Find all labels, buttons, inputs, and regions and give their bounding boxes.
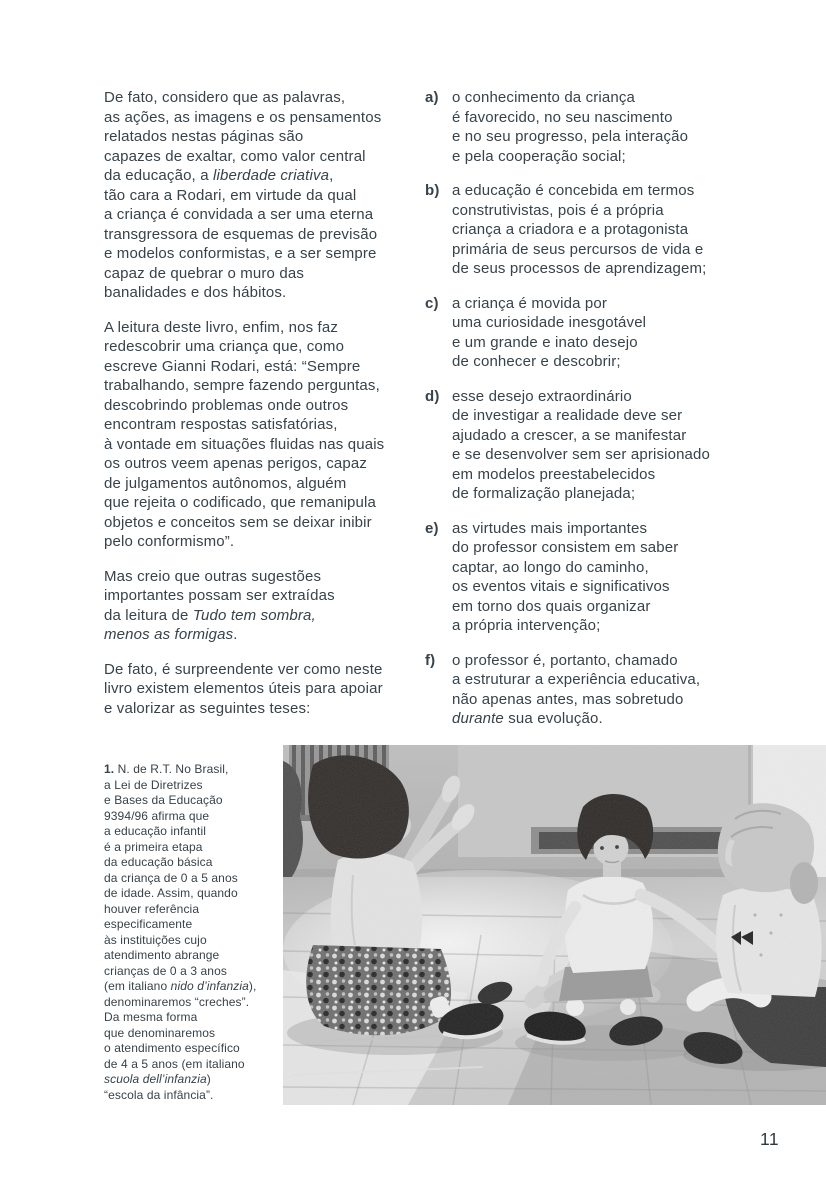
list-item-label: c) [425,294,439,312]
paragraph-2: A leitura deste livro, enfim, nos faz redescobrir uma criança que, como escreve Gianni Rodari, está: “Sempre trabalhando, sempre fazendo perguntas, descobrindo problemas onde outros encontram respostas satisfatórias, à vontade em situações fluidas nas quais os outros veem apenas perigos, capaz de julgamentos autônomos, alguém que rejeita o codificado, que remanipula objetos e conceitos sem se deixar inibir pelo conformismo”. [104,318,385,550]
page-number: 11 [760,1129,780,1149]
list-item-text: a criança é movida por uma curiosidade inesgotável e um grande e inato desejo de conhecer e descobrir; [452,294,647,370]
list-item-f [425,651,747,729]
list-item-b [425,181,747,279]
list-item-label: b) [425,182,440,199]
paragraph-4: De fato, é surpreendente ver como neste livro existem elementos úteis para apoiar e valorizar as seguintes teses: [104,660,383,717]
list-item-text: o professor é, portanto, chamado a estruturar a experiência educativa, não apenas antes, mas sobretudo durante sua evolução. [452,651,701,727]
footnote: 1. N. de R.T. No Brasil, a Lei de Diretrizes e Bases da Educação 9394/96 afirma que a educação infantil é a primeira etapa da educação básica da criança de 0 a 5 anos de idade. Assim, quando houver referência especificamente às instituições cujo atendimento abrange crianças de 0 a 3 anos (em italiano nido d’infanzia), denominaremos “creches”. Da mesma forma que denominaremos o atendimento específico de 4 a 5 anos (em italiano scuola dell’infanzia) “escola da infância”. [104,762,257,1102]
list-item-label: f) [425,651,436,669]
list-item-c [425,294,747,372]
list-item-a [425,88,747,166]
list-item-label: e) [425,519,439,537]
list-item-text: o conhecimento da criança é favorecido, no seu nascimento e no seu progresso, pela interação e pela cooperação social; [452,89,689,165]
list-item-d [425,387,747,504]
list-item-text: a educação é concebida em termos construtivistas, pois é a própria criança a criadora e a protagonista primária de seus percursos de vida e de seus processos de aprendizagem; [452,182,707,277]
list-item-text: esse desejo extraordinário de investigar a realidade deve ser ajudado a crescer, a se manifestar e se desenvolver sem ser aprisionado em modelos preestabelecidos de formalização planejada; [452,387,711,502]
main-text-column [104,88,412,744]
thesis-list [425,88,747,744]
list-item-text: as virtudes mais importantes do professor consistem em saber captar, ao longo do caminho, os eventos vitais e significativos em torno dos quais organizar a própria intervenção; [452,519,679,634]
list-item-label: d) [425,387,440,405]
text-columns [104,88,747,744]
paragraph-3: Mas creio que outras sugestões importantes possam ser extraídas da leitura de Tudo tem sombra, menos as formigas. [104,567,335,643]
list-item-e [425,519,747,636]
paragraph-1: De fato, considero que as palavras, as ações, as imagens e os pensamentos relatados nestas páginas são capazes de exaltar, como valor central da educação, a liberdade criativa, tão cara a Rodari, em virtude da qual a criança é convidada a ser uma eterna transgressora de esquemas de previsão e modelos conformistas, e a ser sempre capaz de quebrar o muro das banalidades e dos hábitos. [104,89,382,301]
photo-grain-overlay [283,745,826,1105]
list-item-label: a) [425,89,439,106]
children-photo [283,745,826,1105]
